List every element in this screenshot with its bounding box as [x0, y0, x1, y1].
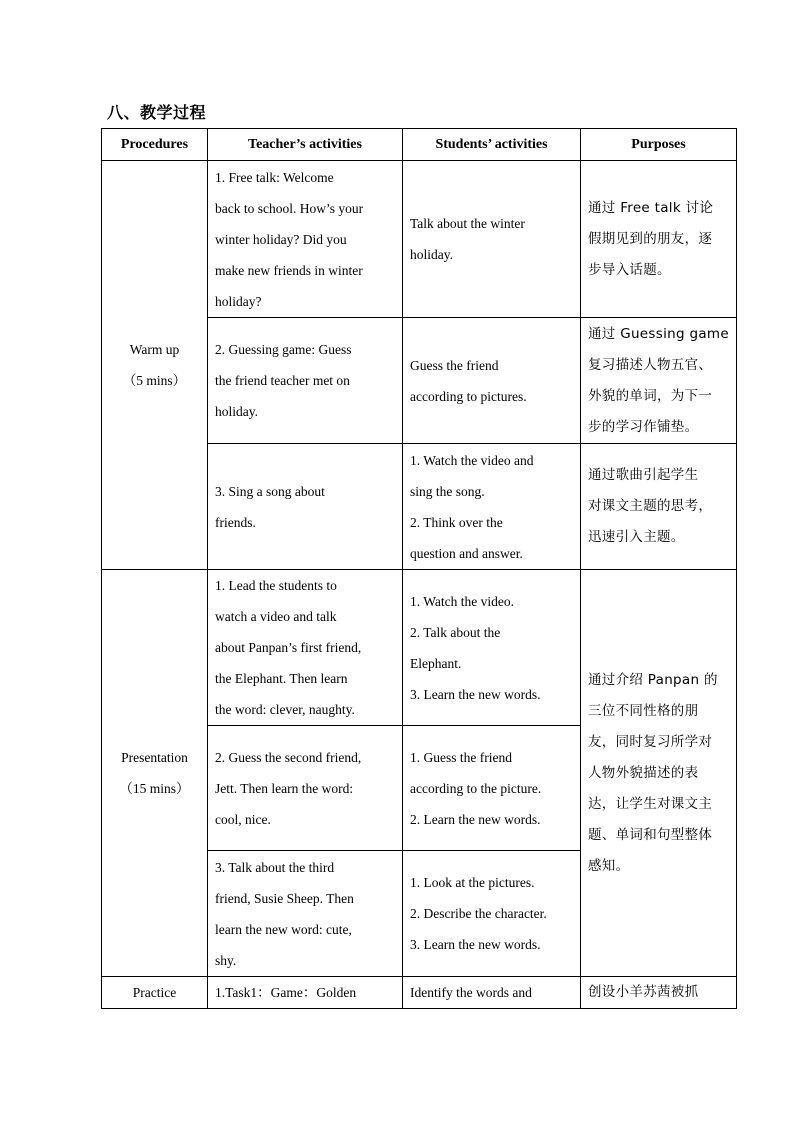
practice-row — [102, 977, 737, 1009]
text-line: 通过介绍 Panpan 的 — [588, 671, 718, 688]
text-line: 2. Think over the — [410, 514, 503, 530]
teacher-activity-cell — [208, 318, 403, 444]
text-line: 步的学习作铺垫。 — [588, 418, 699, 435]
text-line: 假期见到的朋友，逐 — [588, 230, 713, 247]
text-line: 2. Guessing game: Guess — [215, 342, 352, 357]
presentation-stage-cell — [102, 570, 208, 977]
student-activity-cell — [403, 851, 581, 977]
teacher-activity-cell: 1.Task1：Game：Golden — [208, 977, 403, 1009]
text-line: 3. Learn the new words. — [410, 937, 541, 952]
presentation-stage-name: Presentation — [121, 750, 188, 765]
text-line: friend, Susie Sheep. Then — [215, 890, 354, 906]
student-activity-cell — [403, 444, 581, 570]
header-procedures: Procedures — [102, 129, 208, 161]
text-line: make new friends in winter — [215, 262, 363, 278]
text-line: winter holiday? Did you — [215, 231, 347, 247]
text-line: 通过 Free talk 讨论 — [588, 199, 714, 216]
presentation-purpose-cell — [581, 570, 737, 977]
text-line: 1. Look at the pictures. — [410, 875, 535, 890]
student-activity-cell — [403, 726, 581, 851]
text-line: learn the new word: cute, — [215, 921, 352, 937]
text-line: holiday. — [410, 247, 453, 262]
student-activity-cell — [403, 570, 581, 726]
text-line: sing the song. — [410, 483, 485, 499]
text-line: 2. Guess the second friend, — [215, 749, 362, 765]
practice-stage-cell: Practice — [102, 977, 208, 1009]
text-line: watch a video and talk — [215, 609, 337, 624]
text-line: Jett. Then learn the word: — [215, 780, 354, 796]
purpose-cell: 创设小羊苏茜被抓 — [581, 977, 737, 1009]
student-activity-cell — [403, 161, 581, 318]
text-line: 通过 Guessing game — [588, 325, 729, 342]
purpose-cell — [581, 161, 737, 318]
section-title: 八、教学过程 — [107, 103, 207, 122]
text-line: 1. Free talk: Welcome — [215, 169, 334, 185]
text-line: 达，让学生对课文主 — [588, 795, 713, 812]
purpose-cell — [581, 444, 737, 570]
text-line: shy. — [215, 952, 237, 968]
warmup-stage-name: Warm up — [129, 342, 180, 357]
header-row — [102, 129, 737, 161]
warmup-row-1 — [102, 161, 737, 318]
text-line: 题、单词和句型整体 — [588, 826, 713, 843]
text-line: Elephant. — [410, 655, 462, 671]
text-line: 人物外貌描述的表 — [588, 764, 699, 781]
text-line: 2. Learn the new words. — [410, 811, 541, 827]
text-line: 1. Watch the video. — [410, 593, 515, 609]
teacher-activity-cell — [208, 570, 403, 726]
text-line: 感知。 — [588, 857, 630, 874]
student-activity-cell — [403, 318, 581, 444]
text-line: holiday? — [215, 293, 262, 309]
text-line: friends. — [215, 514, 256, 530]
student-activity-cell: Identify the words and — [403, 977, 581, 1009]
teacher-activity-cell — [208, 726, 403, 851]
text-line: cool, nice. — [215, 811, 271, 827]
text-line: 步导入话题。 — [588, 261, 671, 278]
text-line: question and answer. — [410, 545, 523, 561]
presentation-row-1 — [102, 570, 737, 726]
header-students-activities: Students’ activities — [403, 129, 581, 161]
header-teacher-activities: Teacher’s activities — [208, 129, 403, 161]
text-line: 1. Lead the students to — [215, 578, 337, 593]
header-purposes: Purposes — [581, 129, 737, 161]
text-line: 3. Talk about the third — [215, 859, 335, 875]
text-line: Guess the friend — [410, 357, 499, 373]
teacher-activity-cell — [208, 851, 403, 977]
text-line: the word: clever, naughty. — [215, 702, 355, 717]
text-line: 三位不同性格的朋 — [588, 702, 699, 719]
text-line: 2. Talk about the — [410, 624, 501, 640]
warmup-stage-cell — [102, 161, 208, 570]
purpose-cell — [581, 318, 737, 444]
warmup-stage-time: （5 mins） — [122, 373, 187, 388]
presentation-stage-time: （15 mins） — [119, 781, 190, 796]
text-line: 迅速引入主题。 — [588, 529, 685, 545]
teacher-activity-cell — [208, 161, 403, 318]
text-line: according to pictures. — [410, 388, 527, 404]
text-line: back to school. How’s your — [215, 200, 364, 216]
text-line: the friend teacher met on — [215, 373, 350, 388]
text-line: according to the picture. — [410, 780, 542, 796]
text-line: 3. Sing a song about — [215, 483, 325, 499]
teacher-activity-cell — [208, 444, 403, 570]
text-line: 1. Watch the video and — [410, 452, 534, 468]
teaching-process-table — [101, 128, 737, 1009]
text-line: Talk about the winter — [410, 216, 525, 231]
text-line: 复习描述人物五官、 — [588, 356, 713, 373]
text-line: 友，同时复习所学对 — [588, 733, 713, 750]
text-line: the Elephant. Then learn — [215, 671, 348, 686]
text-line: 通过歌曲引起学生 — [588, 467, 699, 483]
text-line: 3. Learn the new words. — [410, 686, 541, 702]
text-line: 对课文主题的思考， — [588, 498, 713, 514]
text-line: about Panpan’s first friend, — [215, 640, 362, 655]
text-line: 2. Describe the character. — [410, 906, 547, 921]
text-line: 1. Guess the friend — [410, 749, 512, 765]
text-line: holiday. — [215, 404, 258, 419]
text-line: 外貌的单词，为下一 — [588, 387, 713, 404]
